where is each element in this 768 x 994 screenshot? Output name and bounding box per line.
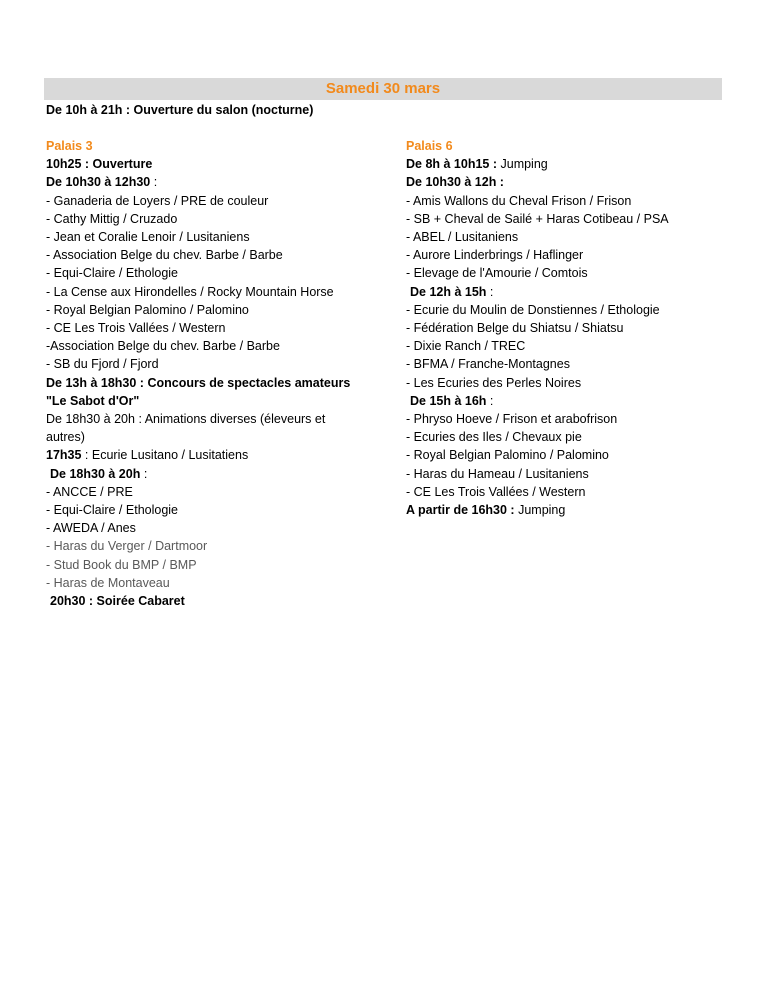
palais-3-column xyxy=(46,137,366,610)
schedule-line: - Ecurie du Moulin de Donstiennes / Ethologie xyxy=(406,302,660,317)
time-suffix: : xyxy=(486,393,494,408)
schedule-line: - CE Les Trois Vallées / Western xyxy=(406,484,586,499)
schedule-line: - Aurore Linderbrings / Haflinger xyxy=(406,248,584,263)
schedule-line xyxy=(46,465,366,483)
palais-6-heading: Palais 6 xyxy=(406,139,453,153)
time-label: De 18h30 à 20h xyxy=(50,466,141,481)
schedule-line: - Ecuries des Iles / Chevaux pie xyxy=(406,430,582,445)
schedule-line: - SB + Cheval de Sailé + Haras Cotibeau / PSA xyxy=(406,211,669,226)
schedule-line xyxy=(46,173,366,191)
time-label: A partir de 16h30 : xyxy=(406,503,515,518)
schedule-line xyxy=(46,446,366,464)
time-label: De 8h à 10h15 : xyxy=(406,157,498,172)
schedule-line: - Haras du Hameau / Lusitaniens xyxy=(406,466,589,481)
schedule-line: - Dixie Ranch / TREC xyxy=(406,339,526,354)
schedule-line: - Equi-Claire / Ethologie xyxy=(46,266,179,281)
time-label: De 10h30 à 12h30 xyxy=(46,175,151,190)
schedule-line: -Association Belge du chev. Barbe / Barbe xyxy=(46,339,280,354)
time-label: 17h35 xyxy=(46,448,82,463)
schedule-line: - Jean et Coralie Lenoir / Lusitaniens xyxy=(46,230,250,245)
time-label: De 12h à 15h xyxy=(410,284,487,299)
schedule-line xyxy=(406,501,726,519)
schedule-line xyxy=(406,283,726,301)
page-title-bar xyxy=(44,78,722,100)
schedule-line: - Haras du Verger / Dartmoor xyxy=(46,539,208,554)
time-suffix: : xyxy=(150,175,158,190)
schedule-line: - Ganaderia de Loyers / PRE de couleur xyxy=(46,193,269,208)
time-suffix: : xyxy=(140,466,148,481)
schedule-line: - Phryso Hoeve / Frison et arabofrison xyxy=(406,412,618,427)
schedule-line: - Equi-Claire / Ethologie xyxy=(46,503,179,518)
schedule-line xyxy=(406,392,726,410)
schedule-line: - Amis Wallons du Cheval Frison / Frison xyxy=(406,193,632,208)
palais-6-column xyxy=(406,137,726,519)
opening-hours: De 10h à 21h : Ouverture du salon (nocturne) xyxy=(46,103,314,117)
schedule-line: - SB du Fjord / Fjord xyxy=(46,357,159,372)
schedule-line: "Le Sabot d'Or" xyxy=(46,393,140,408)
schedule-line: - Royal Belgian Palomino / Palomino xyxy=(46,302,249,317)
schedule-line: - AWEDA / Anes xyxy=(46,521,136,536)
schedule-line: - ANCCE / PRE xyxy=(46,484,133,499)
schedule-line: - La Cense aux Hirondelles / Rocky Mountain Horse xyxy=(46,284,334,299)
schedule-line: - Fédération Belge du Shiatsu / Shiatsu xyxy=(406,321,624,336)
schedule-line: De 13h à 18h30 : Concours de spectacles amateurs xyxy=(46,375,351,390)
schedule-line: - Royal Belgian Palomino / Palomino xyxy=(406,448,609,463)
schedule-line: - Elevage de l'Amourie / Comtois xyxy=(406,266,588,281)
schedule-text: Jumping xyxy=(497,157,548,172)
palais-3-heading: Palais 3 xyxy=(46,139,93,153)
schedule-line: - Haras de Montaveau xyxy=(46,575,170,590)
time-label: De 15h à 16h xyxy=(410,393,487,408)
schedule-line: - Cathy Mittig / Cruzado xyxy=(46,211,178,226)
schedule-line: - Association Belge du chev. Barbe / Barbe xyxy=(46,248,283,263)
schedule-text: : Ecurie Lusitano / Lusitatiens xyxy=(81,448,249,463)
schedule-line: - Les Ecuries des Perles Noires xyxy=(406,375,582,390)
time-suffix: : xyxy=(486,284,494,299)
schedule-line: 10h25 : Ouverture xyxy=(46,157,153,172)
schedule-line: - ABEL / Lusitaniens xyxy=(406,230,519,245)
schedule-line: - BFMA / Franche-Montagnes xyxy=(406,357,570,372)
schedule-text: Jumping xyxy=(514,503,566,518)
schedule-line: De 10h30 à 12h : xyxy=(406,175,504,190)
schedule-line xyxy=(406,155,726,173)
schedule-line: - CE Les Trois Vallées / Western xyxy=(46,321,226,336)
page-title: Samedi 30 mars xyxy=(325,80,441,97)
schedule-line: 20h30 : Soirée Cabaret xyxy=(50,594,185,609)
schedule-line: De 18h30 à 20h : Animations diverses (éleveurs et autres) xyxy=(46,412,326,445)
schedule-line: - Stud Book du BMP / BMP xyxy=(46,557,197,572)
